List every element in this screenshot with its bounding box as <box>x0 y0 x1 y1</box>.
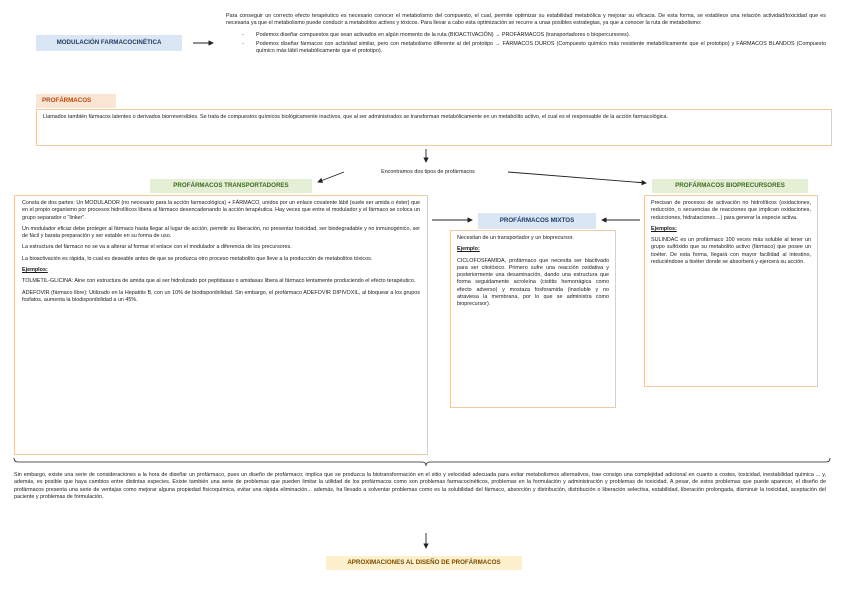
conclusion-text: Sin embargo, existe una serie de consideraciones a la hora de diseñar un profármaco, pues un diseño de profármaco; implica que se produzca la biotransformación en el sitio y velocidad adecuada para evitar metabolismos alternativos, trae consigo una complejidad adicional en cuanto a costes, toxicidad, inestabilidad química ... y, además, es posible que haya cambios entre distintas especies. Existe también una serie de problemas que pueden limitar la utilidad de los profármacos como son problemas farmacocinéticos, problemas en la formulación y administración y problemas de toxicidad. A pesar, de estos problemas que puede aparecer, el diseño de profármacos presenta una serie de ventajas como mejorar alguna propiedad fisicoquímica, evitar una rápida eliminación... además, ha llevado a solventar problemas como es la solubilidad del fármaco, absorción y distribución, distribución o liberación selectiva, estabilidad, liberación prolongada, disminuir la toxicidad, aceptación del paciente y problemas de formulación. <box>14 472 826 500</box>
mixed-example: CICLOFOSFAMIDA, profármaco que necesita ser biactivado para ser citotóxico. Primero sufre una reacción oxidativa y posteriormente una desaminación, dando una estructura que forma seguidamente acroleína (cistitis hemorrágica como efecto adverso) y mostaza fosforamida (insoluble y no atraviesa la membrana, por lo que se administra como bioprecursor). <box>457 257 609 308</box>
prodrugs-label: PROFÁRMACOS <box>36 94 116 108</box>
strategy-item: - Podemos diseñar fármacos con actividad similar, pero con metabolismo diferente al del prototipo → FÁRMACOS DUROS (Compuesto químico más resistente metabólicamente que el prototipo) y FÁRMACOS BLANDOS (Compuesto químico más lábil metabólicamente que el prototipo). <box>256 41 826 56</box>
bioprecursor-examples-label: Ejemplos: <box>651 225 677 232</box>
prodrugs-definition: Llamados también fármacos latentes o derivados biorreversibles. Se trata de compuestos químicos biológicamente inactivos, que al ser administrados se transforman metabólicamente en un metabolito activo, el cual es el responsable de la acción farmacológica. <box>43 114 669 120</box>
carrier-paragraph: Consta de dos partes: Un MODULADOR (no necesario para la acción farmacológica) + FÁRMACO, unidos por un enlace covalente lábil (suele ser amida o éster) que en el propio organismo por procesos hidrolíticos libera al fármaco desencadenando la acción terapéutica. Hay veces que entre el modulador y el fármaco se coloca un grupo separador o "linker". <box>22 200 420 221</box>
bioprecursor-prodrugs-title: PROFÁRMACOS BIOPRECURSORES <box>652 179 808 193</box>
intro-text: Para conseguir un correcto efecto terapéutico es necesario conocer el metabolismo del compuesto, el cual, permite optimizar su estabilidad metabólica y mejorar su eficacia. De esta forma, se establece una relación actividad/toxicidad que es necesaria ya que el metabolismo puede conducir a metabolitos activos y tóxicos. Para llevar a cabo esta optimización se recurre a unas posibles estrategias, ya que a conocer la ruta de metabolismo: <box>226 13 826 27</box>
carrier-paragraph: La estructura del fármaco no se va a alterar al formar el enlace con el modulador a diferencia de los precursores. <box>22 244 292 251</box>
bioprecursor-example: SULINDAC es un profármaco 100 veces más soluble al tener un grupo sulfóxido que su metabolito activo (fármaco) que posee un tioéter. De esta forma, llegará con mayor facilidad al intestino, reduciéndose a tioéter donde se absorberá y ejercerá su acción. <box>651 237 811 266</box>
arrow-to-carriers <box>318 172 344 182</box>
bracket-under-boxes <box>14 458 830 466</box>
mixed-examples-label: Ejemplo: <box>457 246 480 253</box>
mixed-prodrugs-title: PROFÁRMACOS MIXTOS <box>478 213 596 229</box>
types-caption: Encontramos dos tipos de profármacos <box>381 169 475 175</box>
carrier-paragraph: La bioactivación es rápida, lo cual es deseable antes de que se produzca otro proceso metabolito que lleve a la producción de metabolitos tóxicos. <box>22 255 373 262</box>
carrier-example: TOLMETIL-GLICINA: Aine con estructura de amida que al ser hidrolizado por peptidasas o amidasas libera al fármaco lentamente produciendo el efecto terapéutico. <box>22 278 416 285</box>
mixed-intro: Necesitan de un transportador y un bioprecursor. <box>457 235 574 241</box>
design-approaches-label: APROXIMACIONES AL DISEÑO DE PROFÁRMACOS <box>326 556 522 570</box>
carrier-paragraph: Un modulador eficaz debe proteger al fármaco hasta llegar al lugar de acción, permitir su liberación, no presentar toxicidad, ser biodegradable y no inmunogénico, ser de fácil y barata preparación y ser estable en su forma de uso. <box>22 225 420 240</box>
arrow-to-bioprecursors <box>508 172 646 183</box>
carrier-example: ADEFOVIR (fármaco libre): Utilizado en la Hepatitis B, con un 10% de biodisponibilidad. Sin embargo, el profármaco ADEFOVIR DIPIVOXIL, al bloquear a los grupos fosfatos, aumenta la biodisponibilidad a un 45%. <box>22 289 420 303</box>
bioprecursor-intro: Precisan de procesos de activación no hidrolíticos (oxidaciones, reducción, o secuencias de reacciones que implican oxidaciones, reducciones, hidrataciones…) para generar la especie activa. <box>651 200 811 221</box>
pharmacokinetic-modulation-label: MODULACIÓN FARMACOCINÉTICA <box>36 35 182 51</box>
carrier-examples-label: Ejemplos: <box>22 267 48 274</box>
carrier-prodrugs-title: PROFÁRMACOS TRANSPORTADORES <box>150 179 312 193</box>
strategy-item: - Podemos diseñar compuestos que sean activados en algún momento de la ruta (BIOACTIVACIÓN) → PROFÁRMACOS (transportadores o biopercursores). <box>256 32 826 39</box>
